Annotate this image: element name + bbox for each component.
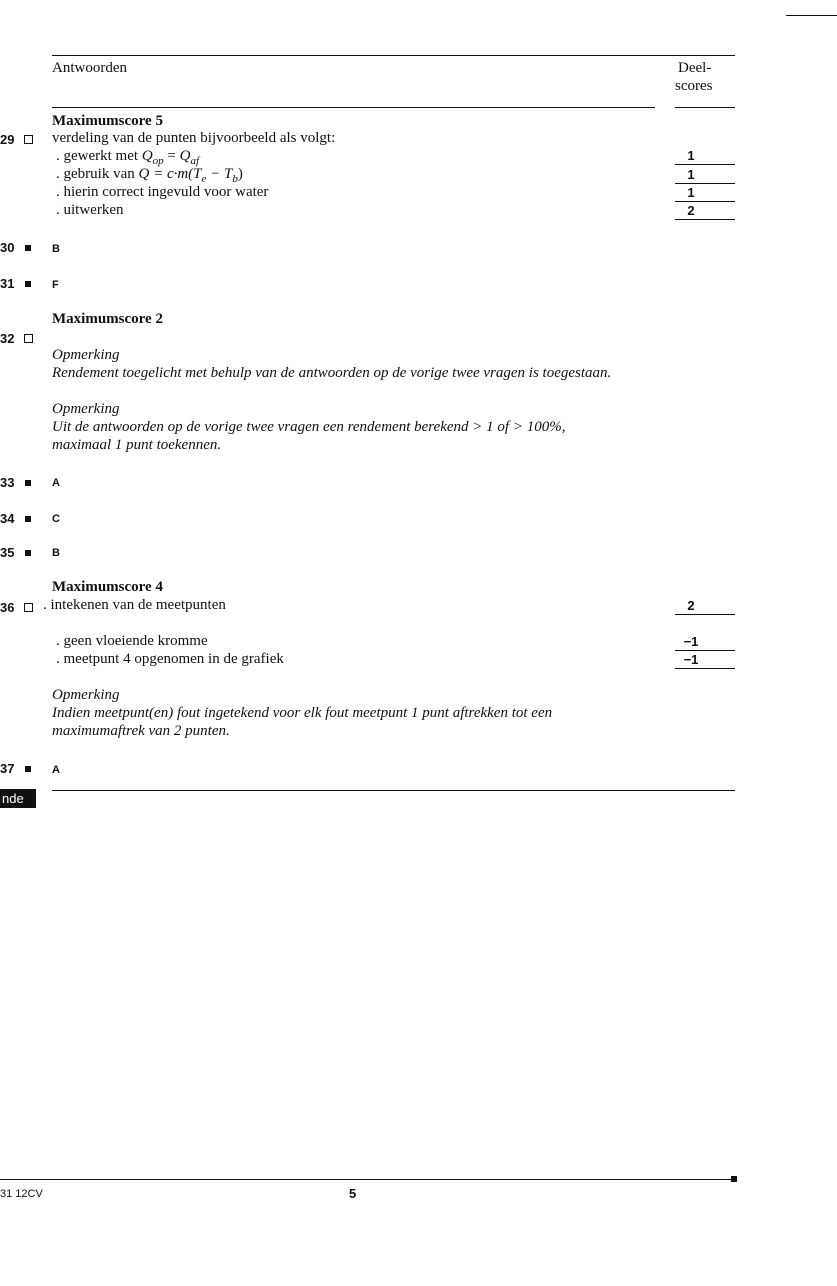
q36-score-1: 2 (687, 598, 695, 613)
q29-max-score: Maximumscore 5 (52, 113, 163, 129)
score-rule (675, 164, 735, 165)
header-top-rule (52, 55, 735, 56)
q32-max-score: Maximumscore 2 (52, 311, 163, 327)
q36-remark-line2: maximumaftrek van 2 punten. (52, 723, 230, 739)
score-rule (675, 668, 735, 669)
q31-answer: F (52, 279, 59, 291)
q34-answer: C (52, 513, 60, 525)
open-question-box-icon (24, 334, 33, 343)
partial-scores-heading-line2: scores (675, 78, 713, 94)
q29-step-1: . gewerkt met $Q_{op} = Q_{af}$ (56, 148, 200, 167)
q33-number: 33 (0, 475, 15, 490)
header-bottom-rule (52, 107, 655, 108)
open-question-box-icon (24, 603, 33, 612)
q36-remark-title: Opmerking (52, 687, 120, 703)
score-rule (675, 614, 735, 615)
q36-max-score: Maximumscore 4 (52, 579, 163, 595)
footer-rule (0, 1179, 735, 1180)
q33-answer: A (52, 477, 60, 489)
score-rule (675, 183, 735, 184)
q32-remark2-line1: Uit de antwoorden op de vorige twee vragen een rendement berekend > 1 of > 100%, (52, 419, 566, 435)
q32-remark2-line2: maximaal 1 punt toekennen. (52, 437, 222, 453)
q35-answer: B (52, 547, 60, 559)
closed-question-box-icon (25, 281, 31, 287)
q32-remark2-title: Opmerking (52, 401, 120, 417)
q32-remark1-title: Opmerking (52, 347, 120, 363)
q32-remark1-text: Rendement toegelicht met behulp van de antwoorden op de vorige twee vragen is toegestaan. (52, 365, 612, 381)
q29-score-1: 1 (687, 148, 695, 163)
q35-number: 35 (0, 545, 15, 560)
footer-code: 31 12CV (0, 1188, 43, 1200)
q29-step-2: . gebruik van $Q = c\cdot m(T_e - T_b)$ (56, 166, 243, 185)
closed-question-box-icon (25, 245, 31, 251)
scores-header-rule (675, 107, 735, 108)
q29-number: 29 (0, 132, 15, 147)
answers-column-heading: Antwoorden (52, 60, 127, 76)
q36-step-1: . intekenen van de meetpunten (43, 597, 226, 613)
footer-end-marker-icon (731, 1176, 737, 1182)
q36-remark-line1: Indien meetpunt(en) fout ingetekend voor elk fout meetpunt 1 punt aftrekken tot een (52, 705, 553, 721)
q36-score-3: −1 (683, 652, 699, 667)
q36-number: 36 (0, 600, 15, 615)
q32-number: 32 (0, 331, 15, 346)
score-rule (675, 201, 735, 202)
q30-number: 30 (0, 240, 15, 255)
page-number: 5 (349, 1186, 357, 1201)
q29-step-3: . hierin correct ingevuld voor water (56, 184, 269, 200)
score-rule (675, 219, 735, 220)
q31-number: 31 (0, 276, 15, 291)
q37-number: 37 (0, 761, 15, 776)
closed-question-box-icon (25, 516, 31, 522)
q29-score-2: 1 (687, 167, 695, 182)
q36-step-3: . meetpunt 4 opgenomen in de grafiek (56, 651, 284, 667)
end-rule (52, 790, 735, 791)
open-question-box-icon (24, 135, 33, 144)
q29-intro: verdeling van de punten bijvoorbeeld als volgt: (52, 130, 336, 146)
closed-question-box-icon (25, 480, 31, 486)
closed-question-box-icon (25, 766, 31, 772)
top-edge-rule (786, 15, 837, 16)
end-tab: nde (0, 789, 36, 808)
q34-number: 34 (0, 511, 15, 526)
q29-score-4: 2 (687, 203, 695, 218)
closed-question-box-icon (25, 550, 31, 556)
score-rule (675, 650, 735, 651)
q29-score-3: 1 (687, 185, 695, 200)
q37-answer: A (52, 764, 60, 776)
q36-step-2: . geen vloeiende kromme (56, 633, 208, 649)
q29-step-4: . uitwerken (56, 202, 124, 218)
partial-scores-heading-line1: Deel- (678, 60, 712, 76)
q36-score-2: −1 (683, 634, 699, 649)
q30-answer: B (52, 243, 60, 255)
